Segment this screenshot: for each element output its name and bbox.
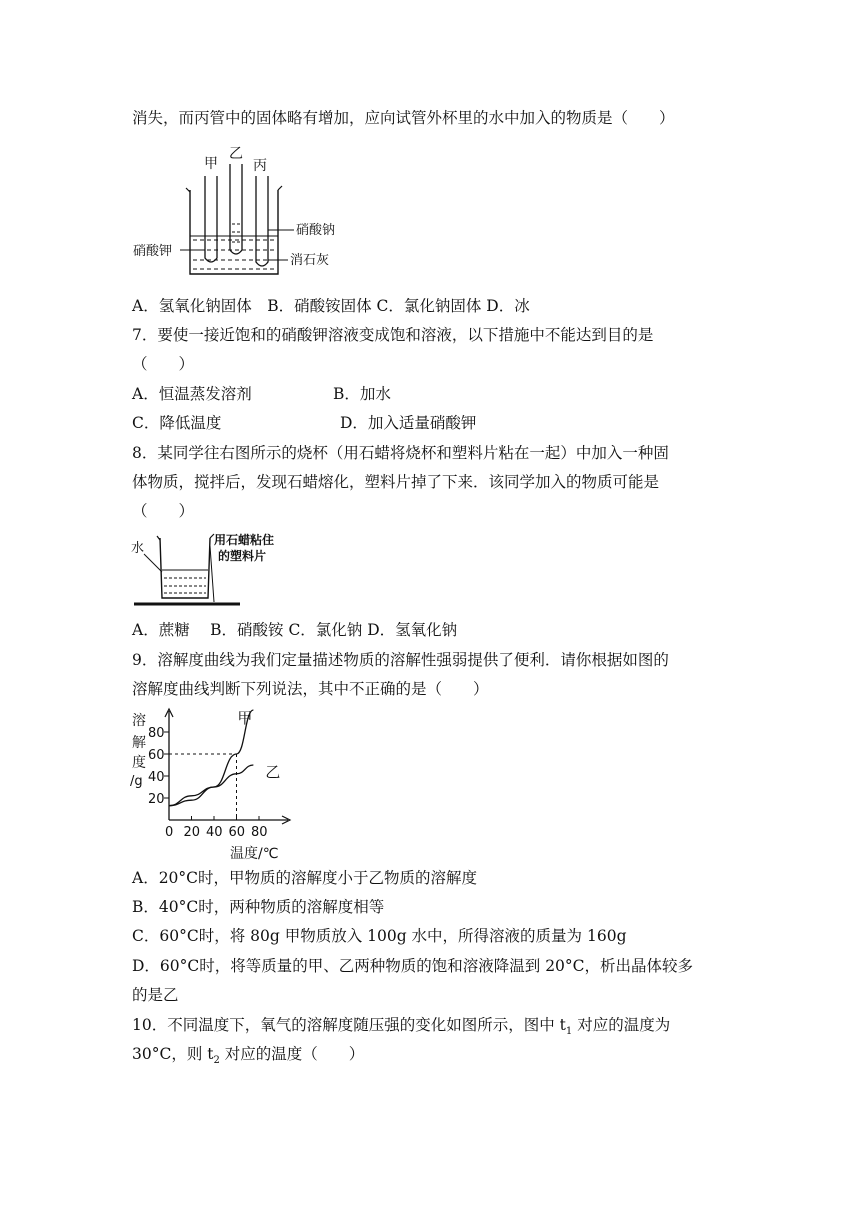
y-tick-label: 20 — [148, 792, 165, 807]
chart-ylabel-1: 溶 — [132, 713, 146, 729]
q7-option-d: D．加入适量硝酸钾 — [340, 414, 477, 432]
q10-t1-subscript: 1 — [565, 1026, 573, 1038]
q9-option-c: C．60°C时，将 80g 甲物质放入 100g 水中，所得溶液的质量为 160g — [132, 927, 627, 945]
label-water: 水 — [131, 541, 145, 556]
series-label-yi: 乙 — [265, 763, 281, 781]
q10-stem-1 — [132, 1015, 670, 1042]
q6-stem-end: 消失，而丙管中的固体略有增加，应向试管外杯里的水中加入的物质是（ ） — [132, 109, 675, 127]
q10-stem-1-rest: 对应的温度为 — [572, 1016, 671, 1034]
y-tick-label: 40 — [148, 770, 165, 785]
q6-options: A．氢氧化钠固体 B．硝酸铵固体 C．氯化钠固体 D．冰 — [132, 297, 530, 315]
q10-stem-2-text: 30°C，则 t — [132, 1045, 214, 1063]
q7-stem-1: 7．要使一接近饱和的硝酸钾溶液变成饱和溶液，以下措施中不能达到目的是 — [132, 326, 654, 344]
y-tick-label: 60 — [148, 748, 165, 763]
q9-option-b: B．40°C时，两种物质的溶解度相等 — [132, 898, 385, 916]
q9-option-d-2: 的是乙 — [132, 986, 179, 1004]
x-tick-label: 60 — [228, 825, 246, 840]
q10-t2-subscript: 2 — [213, 1055, 220, 1067]
test-tubes-figure — [130, 142, 380, 282]
q9-stem-1: 9．溶解度曲线为我们定量描述物质的溶解性强弱提供了便利．请你根据如图的 — [132, 651, 669, 669]
y-tick-label: 80 — [148, 726, 165, 741]
x-tick-label: 40 — [206, 825, 223, 840]
q7-stem-2: （ ） — [132, 355, 195, 373]
beaker-figure — [130, 530, 280, 610]
label-wax-line2: 的塑料片 — [218, 549, 267, 563]
q7-option-b: B．加水 — [333, 385, 391, 403]
q8-options: A．蔗糖 B．硝酸铵 C．氯化钠 D．氢氧化钠 — [132, 621, 458, 639]
q10-stem-2-rest: 对应的温度（ ） — [219, 1045, 365, 1063]
q10-stem-1-text: 10．不同温度下，氧气的溶解度随压强的变化如图所示，图中 t — [132, 1016, 566, 1034]
label-sodium-nitrate: 硝酸钠 — [296, 223, 336, 238]
series-line-yi — [169, 765, 253, 806]
q10-stem-2 — [132, 1044, 364, 1071]
q9-option-a: A．20°C时，甲物质的溶解度小于乙物质的溶解度 — [132, 869, 478, 887]
solubility-chart — [128, 705, 298, 865]
q8-stem-3: （ ） — [132, 502, 195, 520]
label-slaked-lime: 消石灰 — [290, 253, 330, 268]
q8-stem-2: 体物质，搅拌后，发现石蜡熔化，塑料片掉了下来．该同学加入的物质可能是 — [132, 473, 660, 491]
tube-label-bing: 丙 — [253, 158, 267, 174]
x-tick-label: 20 — [183, 825, 201, 840]
tube-label-jia: 甲 — [204, 156, 218, 172]
chart-ylabel-4: /g — [130, 774, 143, 789]
tube-label-yi: 乙 — [229, 146, 243, 162]
q8-stem-1: 8．某同学往右图所示的烧杯（用石蜡将烧杯和塑料片粘在一起）中加入一种固 — [132, 444, 669, 462]
series-label-jia: 甲 — [237, 709, 253, 727]
chart-ylabel-3: 度 — [132, 755, 146, 771]
q9-option-d-1: D．60°C时，将等质量的甲、乙两种物质的饱和溶液降温到 20°C，析出晶体较多 — [132, 957, 694, 975]
q9-stem-2: 溶解度曲线判断下列说法，其中不正确的是（ ） — [132, 680, 489, 698]
q7-option-c: C．降低温度 — [132, 414, 222, 432]
label-wax-line1: 用石蜡粘住 — [214, 533, 275, 547]
x-tick-label: 80 — [251, 825, 268, 840]
label-potassium-nitrate: 硝酸钾 — [133, 244, 173, 259]
q7-option-a: A．恒温蒸发溶剂 — [132, 385, 252, 403]
chart-xlabel: 温度/℃ — [230, 846, 279, 862]
chart-ylabel-2: 解 — [132, 735, 146, 751]
x-tick-label: 0 — [165, 825, 174, 840]
